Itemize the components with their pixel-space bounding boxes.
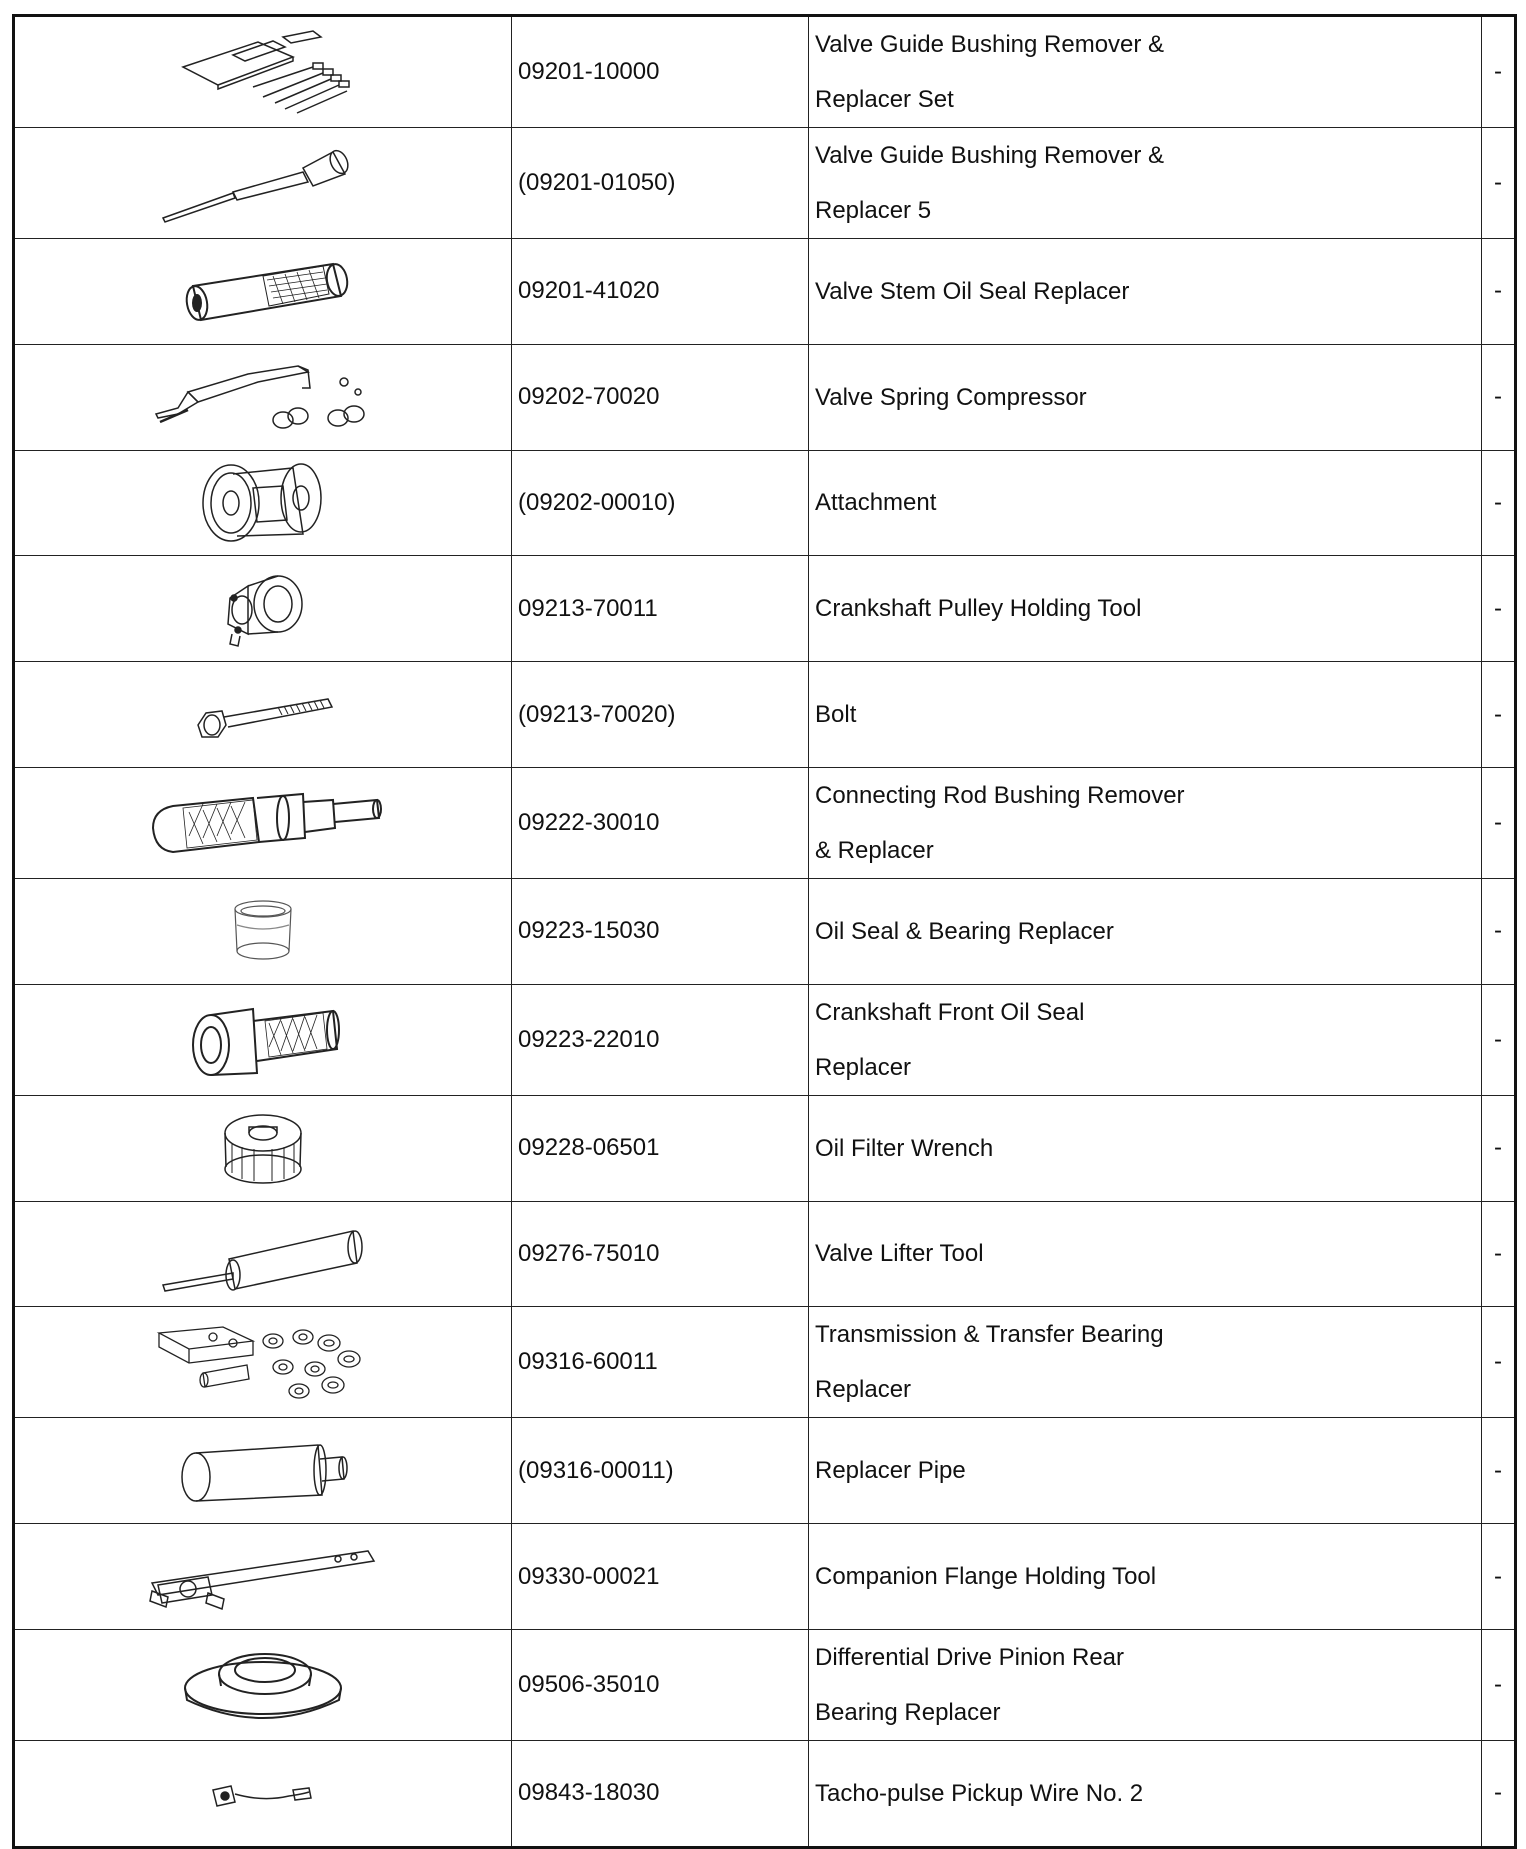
tool-name	[809, 1201, 1482, 1307]
tool-name-line: Valve Lifter Tool	[815, 1240, 984, 1268]
tool-name	[809, 1740, 1482, 1847]
tool-name-line: Crankshaft Pulley Holding Tool	[815, 595, 1142, 623]
bearing-replacer-cup-icon	[213, 891, 313, 971]
tool-name-line: & Replacer	[815, 836, 934, 864]
tool-name	[809, 878, 1482, 984]
table-row	[14, 767, 1516, 878]
tool-name	[809, 1307, 1482, 1418]
tool-name-line: Bearing Replacer	[815, 1698, 1001, 1726]
tool-name-line: Replacer	[815, 1376, 912, 1404]
tool-name	[809, 450, 1482, 556]
tool-name	[809, 344, 1482, 450]
tool-illustration-cell	[14, 1418, 512, 1524]
note-cell: -	[1482, 984, 1516, 1095]
pinion-bearing-replacer-icon	[173, 1640, 353, 1730]
note-cell: -	[1482, 344, 1516, 450]
note-cell: -	[1482, 662, 1516, 768]
part-number: 09330-00021	[512, 1524, 809, 1630]
tool-name	[809, 16, 1482, 128]
pulley-holding-tool-icon	[208, 564, 318, 654]
part-number: 09222-30010	[512, 767, 809, 878]
tool-name-line: Oil Filter Wrench	[815, 1134, 994, 1162]
part-number: 09276-75010	[512, 1201, 809, 1307]
part-number: 09202-70020	[512, 344, 809, 450]
tool-illustration-cell	[14, 16, 512, 128]
front-oil-seal-replacer-icon	[173, 995, 353, 1085]
tool-illustration-cell	[14, 1307, 512, 1418]
table-row	[14, 984, 1516, 1095]
valve-guide-bushing-set-icon	[163, 27, 363, 117]
replacer-pipe-icon	[168, 1431, 358, 1511]
table-row	[14, 1095, 1516, 1201]
note-cell: -	[1482, 1307, 1516, 1418]
note-cell: -	[1482, 1418, 1516, 1524]
tool-name-line: Companion Flange Holding Tool	[815, 1563, 1157, 1591]
tool-name-line: Valve Guide Bushing Remover &	[815, 31, 1165, 58]
tool-name	[809, 1524, 1482, 1630]
tool-illustration-cell	[14, 1095, 512, 1201]
note-cell: -	[1482, 767, 1516, 878]
tool-name-line: Replacer 5	[815, 197, 932, 224]
note-cell: -	[1482, 1095, 1516, 1201]
valve-spring-compressor-icon	[148, 352, 378, 442]
part-number: 09843-18030	[512, 1740, 809, 1847]
table-row	[14, 662, 1516, 768]
note-cell: -	[1482, 1201, 1516, 1307]
tool-illustration-cell	[14, 1524, 512, 1630]
table-row	[14, 344, 1516, 450]
tool-illustration-cell	[14, 239, 512, 345]
note-cell: -	[1482, 1524, 1516, 1630]
note-cell: -	[1482, 450, 1516, 556]
tool-name	[809, 128, 1482, 239]
tool-name	[809, 239, 1482, 345]
table-row	[14, 1740, 1516, 1847]
attachment-icon	[193, 458, 333, 548]
tool-illustration-cell	[14, 878, 512, 984]
tool-name	[809, 662, 1482, 768]
tool-name-line: Valve Stem Oil Seal Replacer	[815, 277, 1130, 305]
part-number: 09223-22010	[512, 984, 809, 1095]
tool-name-line: Transmission & Transfer Bearing	[815, 1321, 1164, 1349]
tool-name	[809, 984, 1482, 1095]
tool-illustration-cell	[14, 1201, 512, 1307]
tool-name-line: Connecting Rod Bushing Remover	[815, 781, 1185, 809]
oil-seal-replacer-icon	[163, 246, 363, 336]
tool-illustration-cell	[14, 128, 512, 239]
flange-holding-tool-icon	[138, 1537, 388, 1617]
special-tools-table	[12, 14, 1517, 1849]
pickup-wire-icon	[203, 1768, 323, 1818]
tool-name	[809, 1418, 1482, 1524]
part-number: (09213-70020)	[512, 662, 809, 768]
tool-name-line: Replacer Set	[815, 86, 954, 113]
tool-illustration-cell	[14, 984, 512, 1095]
tool-illustration-cell	[14, 450, 512, 556]
note-cell: -	[1482, 1740, 1516, 1847]
table-row	[14, 1524, 1516, 1630]
tool-name-line: Attachment	[815, 489, 937, 517]
bushing-remover-rod-icon	[153, 138, 373, 228]
tool-name	[809, 767, 1482, 878]
tool-name-line: Differential Drive Pinion Rear	[815, 1643, 1125, 1671]
tool-name-line: Crankshaft Front Oil Seal	[815, 998, 1085, 1026]
bolt-icon	[188, 685, 338, 745]
tool-illustration-cell	[14, 344, 512, 450]
note-cell: -	[1482, 239, 1516, 345]
table-row	[14, 1307, 1516, 1418]
table-row	[14, 556, 1516, 662]
part-number: 09201-41020	[512, 239, 809, 345]
tool-name-line: Replacer	[815, 1053, 912, 1081]
tool-name-line: Valve Guide Bushing Remover &	[815, 142, 1165, 169]
part-number: (09202-00010)	[512, 450, 809, 556]
tool-name-line: Oil Seal & Bearing Replacer	[815, 917, 1114, 945]
part-number: (09316-00011)	[512, 1418, 809, 1524]
valve-lifter-tool-icon	[153, 1209, 373, 1299]
bearing-replacer-kit-icon	[153, 1317, 373, 1407]
table-row	[14, 128, 1516, 239]
part-number: 09228-06501	[512, 1095, 809, 1201]
note-cell: -	[1482, 1629, 1516, 1740]
part-number: 09213-70011	[512, 556, 809, 662]
connecting-rod-bushing-tool-icon	[133, 778, 393, 868]
tool-name	[809, 1629, 1482, 1740]
tool-illustration-cell	[14, 662, 512, 768]
part-number: 09201-10000	[512, 16, 809, 128]
table-row	[14, 1201, 1516, 1307]
tool-name	[809, 1095, 1482, 1201]
part-number: 09316-60011	[512, 1307, 809, 1418]
tool-name-line: Bolt	[815, 701, 857, 729]
table-row	[14, 1418, 1516, 1524]
table-row	[14, 450, 1516, 556]
tool-name-line: Tacho-pulse Pickup Wire No. 2	[815, 1779, 1144, 1807]
table-row	[14, 16, 1516, 128]
table-row	[14, 239, 1516, 345]
tool-illustration-cell	[14, 1629, 512, 1740]
tool-illustration-cell	[14, 556, 512, 662]
tool-name	[809, 556, 1482, 662]
tool-name-line: Replacer Pipe	[815, 1457, 966, 1485]
note-cell: -	[1482, 556, 1516, 662]
part-number: 09506-35010	[512, 1629, 809, 1740]
table-row	[14, 1629, 1516, 1740]
tool-illustration-cell	[14, 1740, 512, 1847]
oil-filter-wrench-icon	[208, 1103, 318, 1193]
tool-illustration-cell	[14, 767, 512, 878]
table-row	[14, 878, 1516, 984]
part-number: 09223-15030	[512, 878, 809, 984]
tool-name-line: Valve Spring Compressor	[815, 383, 1087, 411]
part-number: (09201-01050)	[512, 128, 809, 239]
note-cell: -	[1482, 16, 1516, 128]
note-cell: -	[1482, 878, 1516, 984]
note-cell: -	[1482, 128, 1516, 239]
